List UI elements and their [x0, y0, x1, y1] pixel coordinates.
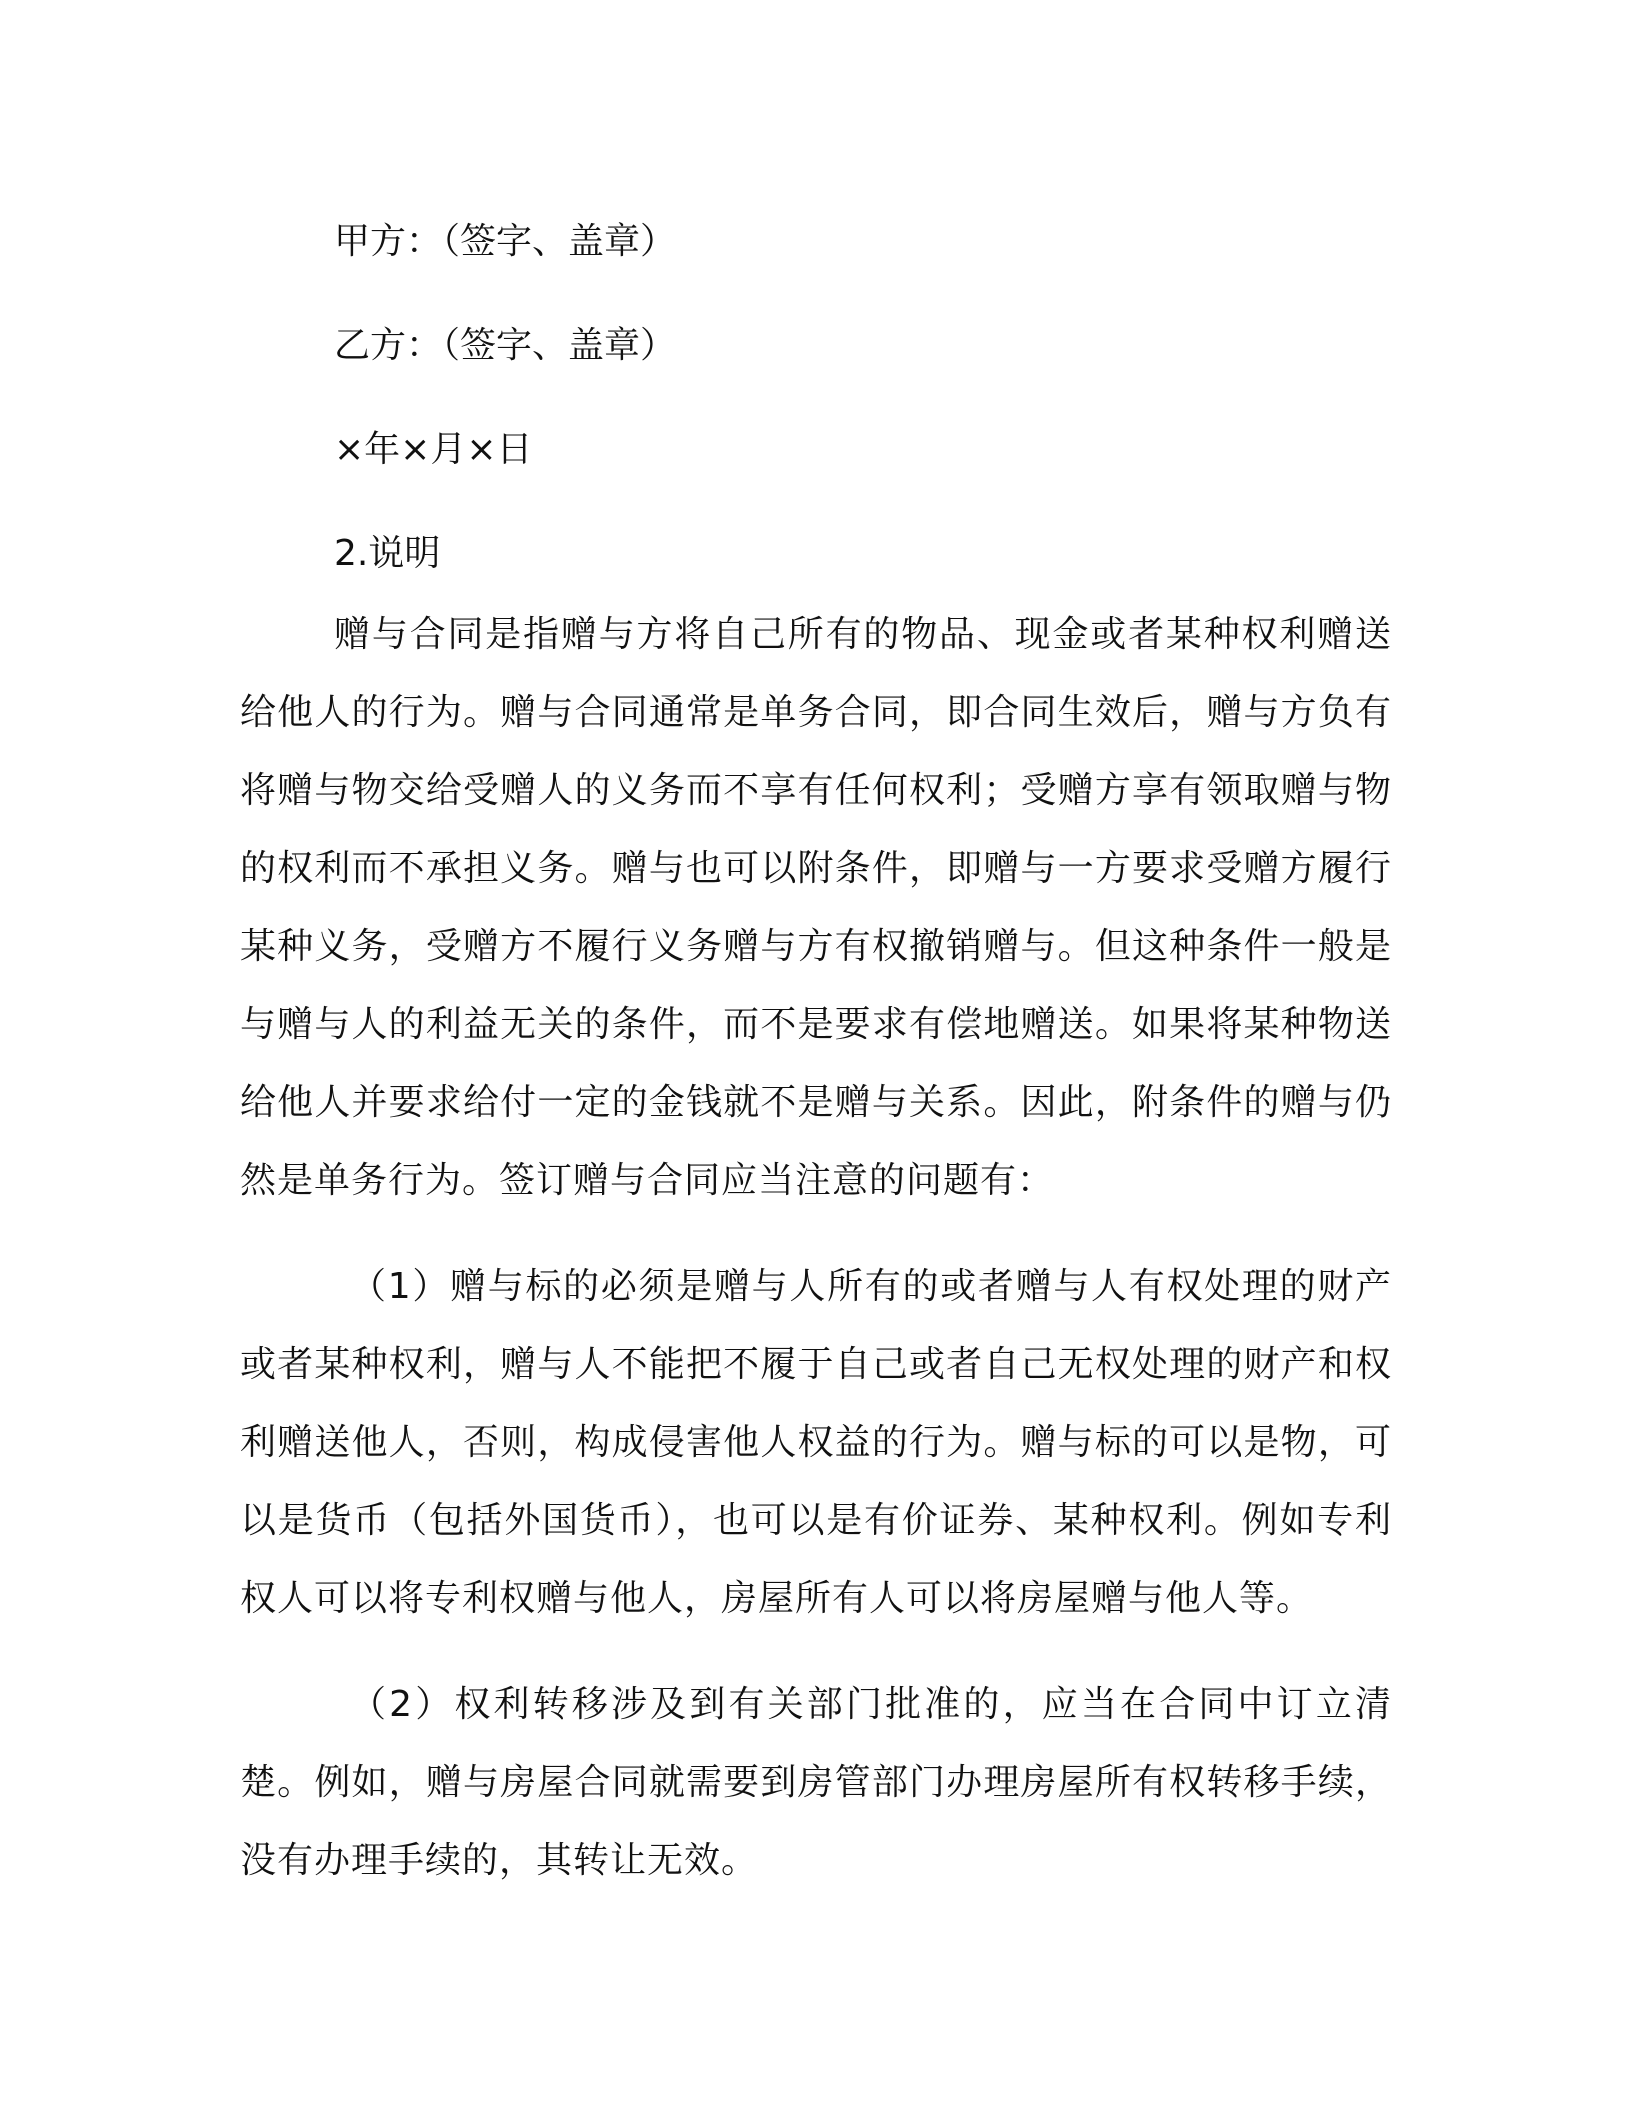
signature-block — [334, 190, 1334, 606]
section-heading: 2.说明 — [334, 533, 441, 574]
item-2-paragraph: （2）权利转移涉及到有关部门批准的，应当在合同中订立清楚。例如，赠与房屋合同就需要到房管部门办理房屋所有权转移手续，没有办理手续的，其转让无效。 — [240, 1684, 1392, 1881]
explanation-body — [240, 596, 1392, 1900]
intro-paragraph: 赠与合同是指赠与方将自己所有的物品、现金或者某种权利赠送给他人的行为。赠与合同通常是单务合同，即合同生效后，赠与方负有将赠与物交给受赠人的义务而不享有任何权利；受赠方享有领取赠与物的权利而不承担义务。赠与也可以附条件，即赠与一方要求受赠方履行某种义务，受赠方不履行义务赠与方有权撤销赠与。但这种条件一般是与赠与人的利益无关的条件，而不是要求有偿地赠送。如果将某种物送给他人并要求给付一定的金钱就不是赠与关系。因此，附条件的赠与仍然是单务行为。签订赠与合同应当注意的问题有： — [240, 614, 1392, 1201]
party-a-signature: 甲方：（签字、盖章） — [334, 221, 677, 262]
party-b-signature: 乙方：（签字、盖章） — [334, 325, 677, 366]
item-1-paragraph: （1）赠与标的必须是赠与人所有的或者赠与人有权处理的财产或者某种权利，赠与人不能把不履于自己或者自己无权处理的财产和权利赠送他人，否则，构成侵害他人权益的行为。赠与标的可以是物，可以是货币（包括外国货币），也可以是有价证券、某种权利。例如专利权人可以将专利权赠与他人，房屋所有人可以将房屋赠与他人等。 — [240, 1266, 1392, 1619]
signature-date: ×年×月×日 — [334, 429, 533, 470]
